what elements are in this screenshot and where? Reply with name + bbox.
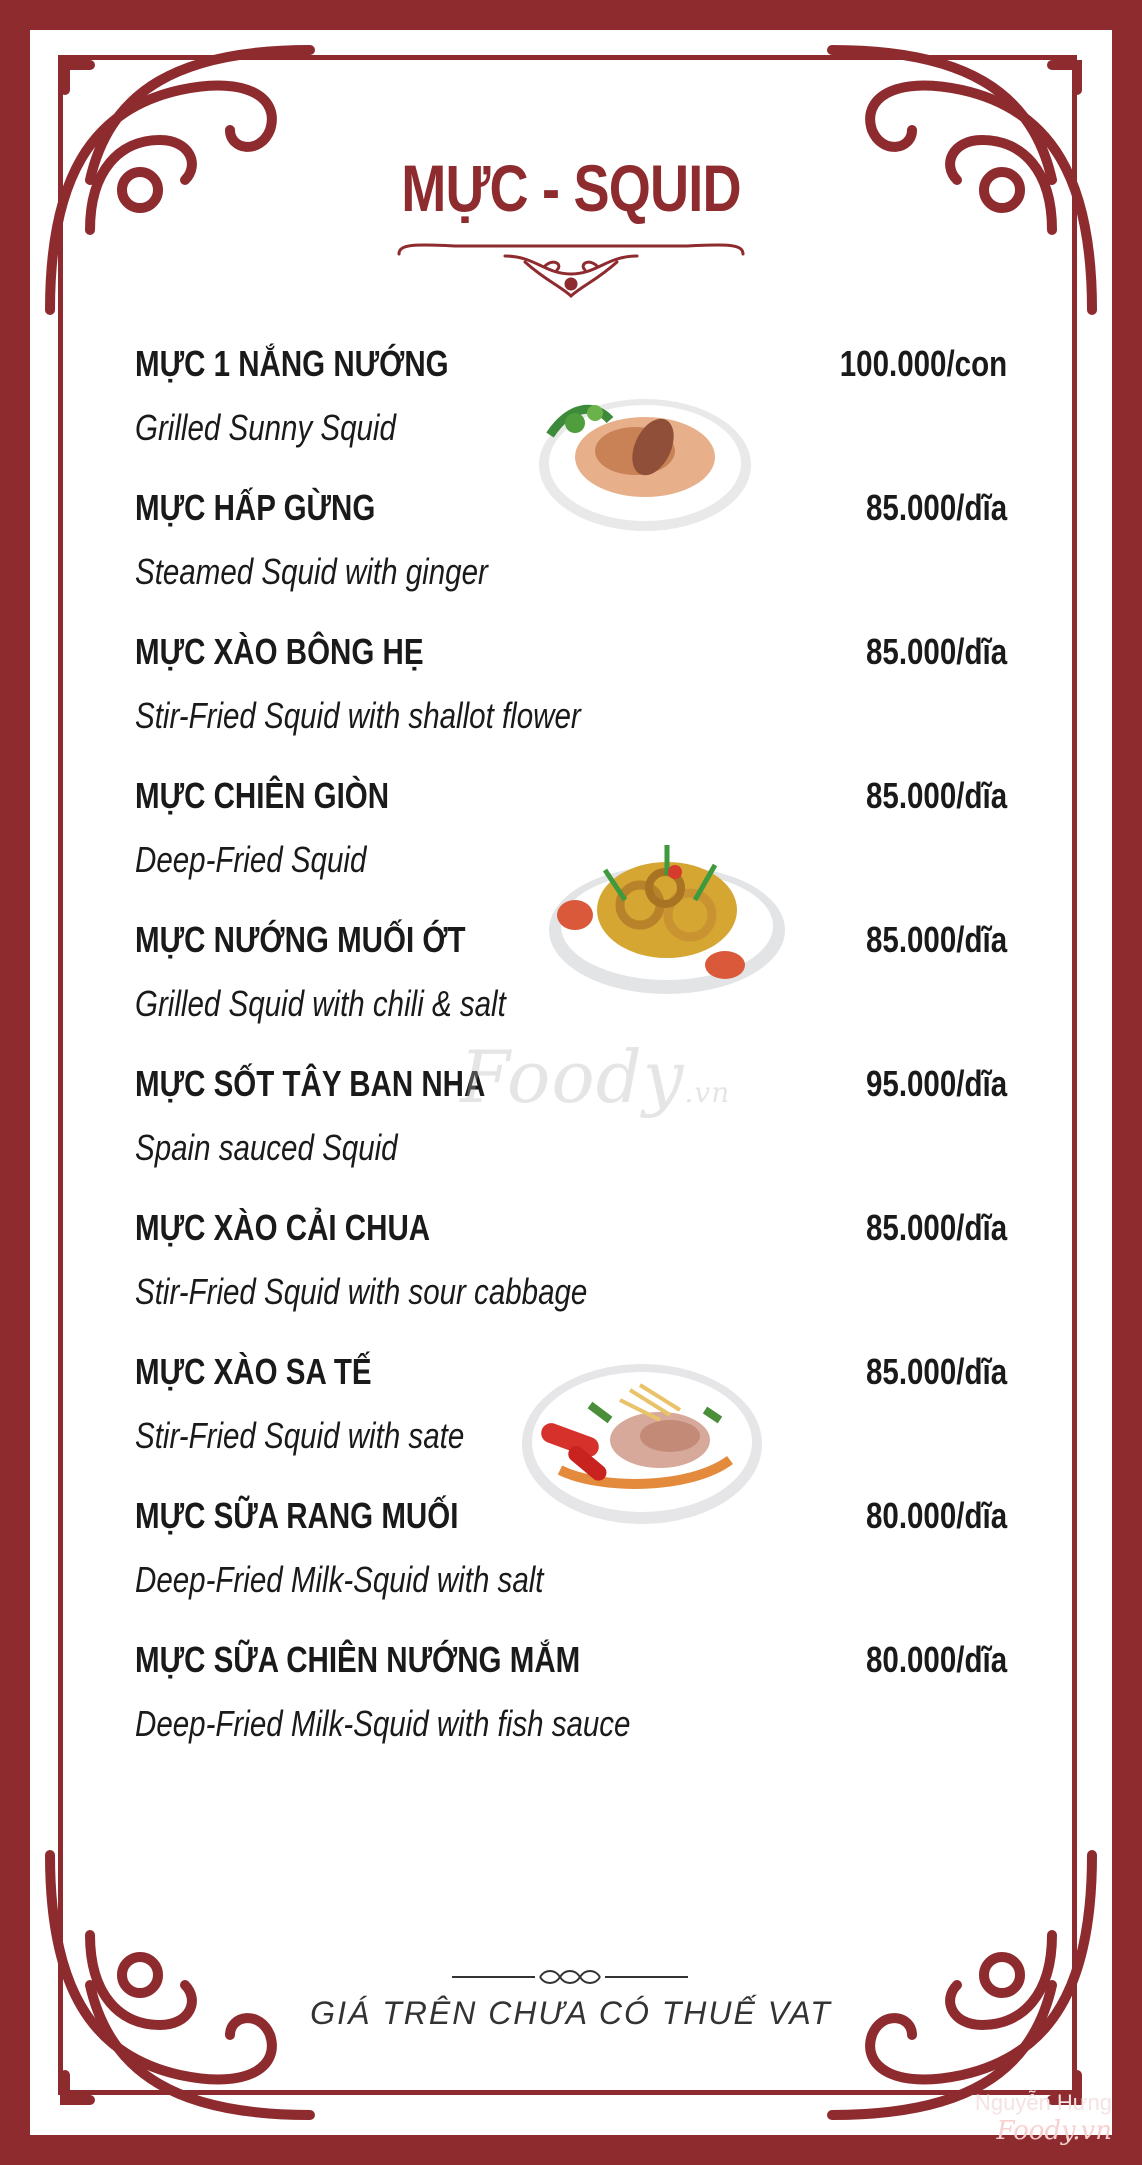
item-price: 85.000/dĩa — [865, 1351, 1007, 1392]
item-name: MỰC XÀO SA TẾ — [135, 1351, 372, 1392]
list-item — [135, 1199, 1007, 1343]
item-price: 80.000/dĩa — [865, 1639, 1007, 1680]
sate-squid-plate-image — [520, 1360, 765, 1525]
item-price: 80.000/dĩa — [865, 1495, 1007, 1536]
item-name: MỰC SỐT TÂY BAN NHA — [135, 1063, 486, 1104]
item-price: 85.000/dĩa — [865, 775, 1007, 816]
item-price: 85.000/dĩa — [865, 631, 1007, 672]
watermark-suffix: .vn — [684, 1076, 731, 1109]
item-description: Grilled Sunny Squid — [135, 407, 396, 448]
credit-author: Nguyễn Hưng — [974, 2090, 1112, 2115]
item-name: MỰC XÀO CẢI CHUA — [135, 1207, 431, 1248]
item-price: 85.000/dĩa — [865, 919, 1007, 960]
menu-title: MỰC - SQUID — [401, 151, 741, 225]
list-item — [135, 623, 1007, 767]
item-price: 100.000/con — [839, 343, 1007, 384]
vat-note: GIÁ TRÊN CHƯA CÓ THUẾ VAT — [310, 1995, 832, 2031]
item-description: Deep-Fried Milk-Squid with salt — [135, 1559, 544, 1600]
item-name: MỰC NƯỚNG MUỐI ỚT — [135, 919, 466, 960]
credit-brand: Foody.vn — [996, 2116, 1112, 2147]
watermark-brand: Foody — [460, 1035, 685, 1119]
fried-squid-plate-image — [545, 830, 790, 1000]
item-name: MỰC CHIÊN GIÒN — [135, 775, 390, 816]
item-name: MỰC HẤP GỪNG — [135, 487, 376, 528]
footer-divider-icon — [450, 1965, 690, 1989]
list-item — [135, 1631, 1007, 1775]
item-description: Steamed Squid with ginger — [135, 551, 488, 592]
foody-watermark — [460, 1035, 730, 1119]
item-price: 95.000/dĩa — [865, 1063, 1007, 1104]
photo-credit — [975, 2090, 1112, 2148]
title-flourish-icon — [395, 236, 747, 306]
item-name: MỰC 1 NẮNG NƯỚNG — [135, 343, 449, 384]
item-description: Grilled Squid with chili & salt — [135, 983, 506, 1024]
item-name: MỰC SỮA RANG MUỐI — [135, 1495, 459, 1536]
item-description: Deep-Fried Squid — [135, 839, 367, 880]
item-description: Stir-Fried Squid with sate — [135, 1415, 465, 1456]
item-description: Deep-Fried Milk-Squid with fish sauce — [135, 1703, 631, 1744]
item-name: MỰC XÀO BÔNG HẸ — [135, 631, 424, 672]
item-description: Stir-Fried Squid with shallot flower — [135, 695, 581, 736]
item-price: 85.000/dĩa — [865, 1207, 1007, 1248]
item-description: Stir-Fried Squid with sour cabbage — [135, 1271, 588, 1312]
item-price: 85.000/dĩa — [865, 487, 1007, 528]
item-name: MỰC SỮA CHIÊN NƯỚNG MẮM — [135, 1639, 581, 1680]
grilled-squid-plate-image — [535, 385, 755, 535]
item-description: Spain sauced Squid — [135, 1127, 398, 1168]
